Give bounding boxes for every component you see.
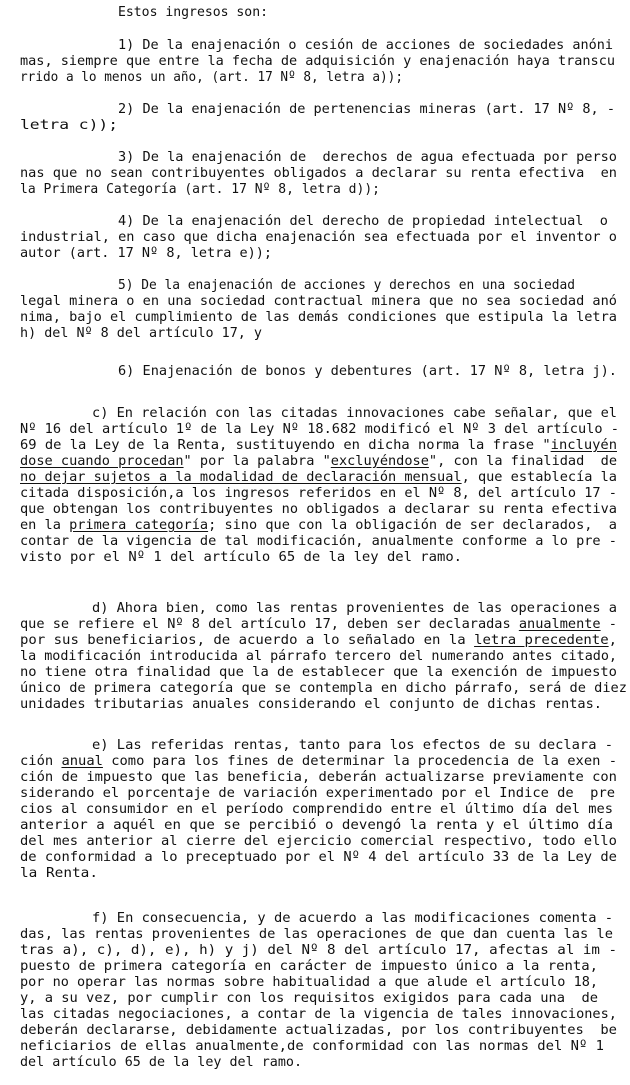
text-line: y, a su vez, por cumplir con los requisitos exigidos para cada una de bbox=[20, 990, 598, 1006]
text-line: unidades tributarias anuales considerando el conjunto de dichas rentas. bbox=[20, 696, 603, 712]
text-line: e) Las referidas rentas, tanto para los efectos de su declara - bbox=[92, 737, 614, 753]
text-line: la Renta. bbox=[20, 865, 98, 881]
text-segment: por sus beneficiarios, de acuerdo a lo señalado en la bbox=[20, 632, 475, 648]
text-line: mas, siempre que entre la fecha de adquisición y enajenación haya transcu bbox=[20, 53, 616, 69]
text-line: rrido a lo menos un año, (art. 17 Nº 8, letra a)); bbox=[20, 69, 403, 85]
text-segment: , bbox=[608, 632, 618, 648]
text-line: cios al consumidor en el período comprendido entre el último día del mes bbox=[20, 801, 613, 817]
text-line bbox=[20, 437, 617, 453]
text-line: citada disposición,a los ingresos referidos en el Nº 8, del artículo 17 - bbox=[20, 485, 617, 501]
text-line: del mes anterior al cierre del ejercicio comercial respectivo, todo ello bbox=[20, 833, 617, 849]
underlined-text: incluyén bbox=[550, 437, 618, 453]
text-line bbox=[20, 469, 617, 485]
text-segment: - bbox=[600, 616, 617, 632]
text-line: 1) De la enajenación o cesión de acciones de sociedades anóni bbox=[118, 37, 613, 53]
text-line: siderando el porcentaje de variación experimentado por el Indice de pre bbox=[20, 785, 615, 801]
underlined-text: letra precedente bbox=[474, 632, 609, 648]
text-line: legal minera o en una sociedad contractual minera que no sea sociedad anó bbox=[20, 293, 617, 309]
text-segment: 69 de la Ley de la Renta, sustituyendo en dicha norma la frase " bbox=[20, 437, 551, 453]
text-line: ción de impuesto que las beneficia, deberán actualizarse previamente con bbox=[20, 769, 617, 785]
text-line: f) En consecuencia, y de acuerdo a las modificaciones comenta - bbox=[92, 910, 614, 926]
underlined-text: excluyéndose bbox=[330, 453, 429, 469]
text-segment: como para los fines de determinar la procedencia de la exen - bbox=[102, 753, 617, 769]
underlined-text: anual bbox=[61, 753, 103, 769]
text-line bbox=[20, 517, 617, 533]
text-line: visto por el Nº 1 del artículo 65 de la ley del ramo. bbox=[20, 549, 463, 565]
text-line: del artículo 65 de la ley del ramo. bbox=[20, 1054, 303, 1070]
underlined-text: primera categoría bbox=[69, 517, 209, 533]
text-line: d) Ahora bien, como las rentas provenientes de las operaciones a bbox=[92, 600, 618, 616]
text-segment: ", con la finalidad de bbox=[428, 453, 618, 469]
text-line bbox=[20, 632, 617, 648]
underlined-text: anualmente bbox=[518, 616, 601, 632]
text-line: industrial, en caso que dicha enajenación sea efectuada por el inventor o bbox=[20, 229, 617, 245]
text-segment: ; sino que con la obligación de ser declarados, a bbox=[208, 517, 617, 533]
text-line: letra c)); bbox=[20, 117, 118, 133]
text-segment: en la bbox=[20, 517, 70, 533]
text-line: h) del Nº 8 del artículo 17, y bbox=[20, 325, 262, 341]
text-line: 3) De la enajenación de derechos de agua efectuada por perso bbox=[118, 149, 617, 165]
text-line: nima, bajo el cumplimiento de las demás condiciones que estipula la letra bbox=[20, 309, 617, 325]
text-line: que obtengan los contribuyentes no obligados a declarar su renta efectiva bbox=[20, 501, 617, 517]
text-segment: , que establecía la bbox=[461, 469, 617, 485]
text-line bbox=[20, 453, 617, 469]
text-line: puesto de primera categoría en carácter de impuesto único a la renta, bbox=[20, 958, 598, 974]
text-line: contar de la vigencia de tal modificación, anualmente conforme a lo pre - bbox=[20, 533, 617, 549]
text-line: autor (art. 17 Nº 8, letra e)); bbox=[20, 245, 272, 261]
text-line: das, las rentas provenientes de las operaciones de que dan cuenta las le bbox=[20, 926, 613, 942]
text-line: 4) De la enajenación del derecho de propiedad intelectual o bbox=[118, 213, 608, 229]
text-segment: " por la palabra " bbox=[183, 453, 331, 469]
text-line: por no operar las normas sobre habitualidad a que alude el artículo 18, bbox=[20, 974, 598, 990]
text-line: Estos ingresos son: bbox=[118, 4, 268, 20]
text-line: la modificación introducida al párrafo tercero del numerando antes citado, bbox=[20, 648, 617, 664]
text-line: tras a), c), d), e), h) y j) del Nº 8 del artículo 17, afectas al im - bbox=[20, 942, 618, 958]
text-line: de conformidad a lo preceptuado por el Nº 4 del artículo 33 de la Ley de bbox=[20, 849, 617, 865]
text-segment: que se refiere el Nº 8 del artículo 17, deben ser declaradas bbox=[20, 616, 519, 632]
text-line: Nº 16 del artículo 1º de la Ley Nº 18.682 modificó el Nº 3 del artículo - bbox=[20, 421, 620, 437]
text-line: las citadas negociaciones, a contar de la vigencia de tales innovaciones, bbox=[20, 1006, 617, 1022]
text-line: deberán declararse, debidamente actualizadas, por los contribuyentes be bbox=[20, 1022, 617, 1038]
text-line: 2) De la enajenación de pertenencias mineras (art. 17 Nº 8, - bbox=[118, 101, 615, 117]
text-line: anterior a aquél en que se percibió o devengó la renta y el último día bbox=[20, 817, 613, 833]
text-line: la Primera Categoría (art. 17 Nº 8, letra d)); bbox=[20, 181, 380, 197]
text-line: 5) De la enajenación de acciones y derechos en una sociedad bbox=[118, 277, 575, 293]
text-line: c) En relación con las citadas innovaciones cabe señalar, que el bbox=[92, 405, 618, 421]
text-line bbox=[20, 616, 617, 632]
text-line bbox=[20, 753, 617, 769]
text-line: no tiene otra finalidad que la de establecer que la exención de impuesto bbox=[20, 664, 617, 680]
text-line: nas que no sean contribuyentes obligados a declarar su renta efectiva en bbox=[20, 165, 617, 181]
underlined-text: no dejar sujetos a la modalidad de declaración mensual bbox=[20, 469, 462, 485]
text-line: único de primera categoría que se contempla en dicho párrafo, será de diez bbox=[20, 680, 627, 696]
text-segment: ción bbox=[20, 753, 62, 769]
text-line: 6) Enajenación de bonos y debentures (art. 17 Nº 8, letra j). bbox=[118, 363, 617, 379]
text-line: neficiarios de ellas anualmente,de conformidad con las normas del Nº 1 bbox=[20, 1038, 605, 1054]
underlined-text: dose cuando procedan bbox=[20, 453, 184, 469]
